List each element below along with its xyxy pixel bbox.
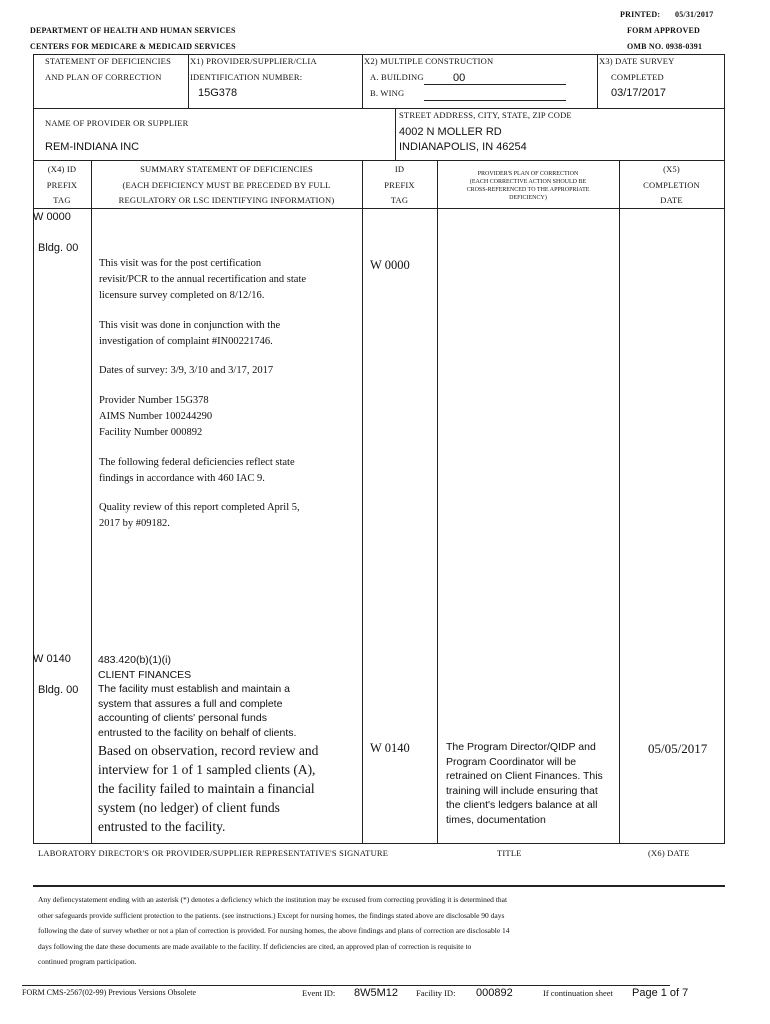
plan-header-2: (EACH CORRECTIVE ACTION SHOULD BE xyxy=(469,179,587,185)
plan-header-4: DEFICIENCY) xyxy=(509,195,547,201)
col-divider-id xyxy=(437,160,438,843)
address-label: STREET ADDRESS, CITY, STATE, ZIP CODE xyxy=(399,110,572,120)
summary-header-1: SUMMARY STATEMENT OF DEFICIENCIES xyxy=(140,164,313,174)
clia-label-1: X1) PROVIDER/SUPPLIER/CLIA xyxy=(190,56,317,66)
w0140-completion-date: 05/05/2017 xyxy=(648,741,708,756)
provider-name-label: NAME OF PROVIDER OR SUPPLIER xyxy=(45,118,189,128)
row1-bottom-rule xyxy=(33,108,725,109)
w0140-plan-of-correction: The Program Director/QIDP and Program Coordinator will be retrained on Client Finances. This training will include ensuring that the client's ledgers balance at all times, documentation xyxy=(446,741,603,826)
title-label: TITLE xyxy=(497,848,522,858)
summary-paragraph-1: This visit was for the post certification revisit/PCR to the annual recertification and state licensure survey completed on 8/12/16. xyxy=(99,258,307,301)
x4-header-1: (X4) ID xyxy=(47,164,77,174)
wing-label: B. WING xyxy=(370,88,405,98)
summary-paragraph-5: The following federal deficiencies reflect state findings in accordance with 460 IAC 9. xyxy=(99,457,295,484)
building-underline xyxy=(424,84,566,85)
department-title: DEPARTMENT OF HEALTH AND HUMAN SERVICES xyxy=(30,26,236,35)
form-number: FORM CMS-2567(02-99) Previous Versions Obsolete xyxy=(22,988,197,997)
row1-top-rule xyxy=(33,54,725,55)
building-label: A. BUILDING xyxy=(370,72,424,82)
plan-header-3: CROSS-REFERENCED TO THE APPROPRIATE xyxy=(466,187,590,193)
plan-header-1: PROVIDER'S PLAN OF CORRECTION xyxy=(477,171,579,177)
row1-right-rule xyxy=(724,54,725,108)
signature-rule xyxy=(33,885,725,887)
row2-divider xyxy=(395,108,396,160)
date-survey-completed: 03/17/2017 xyxy=(611,87,667,99)
column-header-rule xyxy=(33,208,725,209)
date-survey-label-2: COMPLETED xyxy=(611,72,664,82)
w0140-building: Bldg. 00 xyxy=(38,684,79,696)
w0140-regulation: 483.420(b)(1)(i) CLIENT FINANCES The facility must establish and maintain a system that assures a full and complete accounting of clients' personal funds entrusted to the facility on behalf of clients. xyxy=(98,654,297,739)
table-bottom-rule xyxy=(33,843,725,844)
x6-date-label: (X6) DATE xyxy=(648,848,690,858)
id-header-1: ID xyxy=(394,164,405,174)
w0000-prefix-tag: W 0000 xyxy=(33,211,71,223)
disclaimer-text: Any defiencystatement ending with an asterisk (*) denotes a deficiency which the institution may be excused from correcting providing it is determined that other safeguards provide sufficient protection to the patients. (see instructions.) Except for nursing homes, the findings stated above are disclosable 90 days following the date of survey whether or not a plan of correction is provided. For nursing homes, the above findings and plans of correction are disclosable 14 days following the date these documents are made available to the facility. If deficiencies are cited, an approved plan of correction is requisite to continued program participation. xyxy=(38,895,510,966)
address-street: 4002 N MOLLER RD xyxy=(399,126,502,138)
row1-divider-2 xyxy=(362,54,363,108)
statement-label-1: STATEMENT OF DEFICIENCIES xyxy=(45,56,172,66)
wing-underline xyxy=(424,100,566,101)
provider-name: REM-INDIANA INC xyxy=(45,141,140,153)
page-number: Page 1 of 7 xyxy=(632,987,689,999)
date-survey-label-1: X3) DATE SURVEY xyxy=(599,56,675,66)
row2-bottom-rule xyxy=(33,160,725,161)
address-city: INDIANAPOLIS, IN 46254 xyxy=(399,141,527,153)
statement-label-2: AND PLAN OF CORRECTION xyxy=(45,72,162,82)
x4-header-2: PREFIX xyxy=(46,180,78,190)
x5-header-3: DATE xyxy=(660,195,683,205)
x4-header-3: TAG xyxy=(53,195,71,205)
printed-label: PRINTED: xyxy=(620,10,661,19)
clia-label-2: IDENTIFICATION NUMBER: xyxy=(190,72,303,82)
x5-header-1: (X5) xyxy=(663,164,680,174)
row2-left-rule xyxy=(33,108,34,160)
centers-title: CENTERS FOR MEDICARE & MEDICAID SERVICES xyxy=(30,42,236,51)
row2-right-rule xyxy=(724,108,725,160)
w0140-id-tag: W 0140 xyxy=(370,741,410,755)
continuation-label: If continuation sheet xyxy=(543,988,613,998)
w0000-building: Bldg. 00 xyxy=(38,242,79,254)
footer-rule xyxy=(22,985,670,986)
w0140-finding: Based on observation, record review and interview for 1 of 1 sampled clients (A), the facility failed to maintain a financial system (no ledger) of client funds entrusted to the facility. xyxy=(98,743,319,834)
clia-number: 15G378 xyxy=(198,87,238,99)
row1-divider-1 xyxy=(188,54,189,108)
summary-paragraph-6: Quality review of this report completed April 5, 2017 by #09182. xyxy=(99,502,300,529)
multiple-construction-label: X2) MULTIPLE CONSTRUCTION xyxy=(364,56,494,66)
facility-id-value: 000892 xyxy=(476,987,513,999)
row1-left-rule xyxy=(33,54,34,108)
x5-header-2: COMPLETION xyxy=(643,180,700,190)
event-id-value: 8W5M12 xyxy=(354,987,399,999)
summary-paragraph-3: Dates of survey: 3/9, 3/10 and 3/17, 2017 xyxy=(99,365,274,376)
w0000-id-tag: W 0000 xyxy=(370,258,410,272)
summary-header-3: REGULATORY OR LSC IDENTIFYING INFORMATION) xyxy=(118,195,335,205)
summary-paragraph-2: This visit was done in conjunction with the investigation of complaint #IN00221746. xyxy=(99,320,281,347)
col-divider-prefix xyxy=(91,160,92,843)
id-header-3: TAG xyxy=(390,195,409,205)
signature-label: LABORATORY DIRECTOR'S OR PROVIDER/SUPPLIER REPRESENTATIVE'S SIGNATURE xyxy=(38,848,389,858)
form-approved: FORM APPROVED xyxy=(627,26,701,35)
col-divider-summary xyxy=(362,160,363,843)
col-divider-plan xyxy=(619,160,620,843)
summary-paragraph-4: Provider Number 15G378 AIMS Number 100244290 Facility Number 000892 xyxy=(99,395,213,438)
w0140-prefix-tag: W 0140 xyxy=(33,653,71,665)
printed-date: 05/31/2017 xyxy=(675,10,714,19)
id-header-2: PREFIX xyxy=(384,180,415,190)
facility-id-label: Facility ID: xyxy=(416,988,456,998)
row1-divider-3 xyxy=(597,54,598,108)
table-right-rule xyxy=(724,160,725,843)
table-left-rule xyxy=(33,160,34,843)
building-value: 00 xyxy=(453,72,466,84)
omb-number: OMB NO. 0938-0391 xyxy=(627,42,703,51)
summary-header-2: (EACH DEFICIENCY MUST BE PRECEDED BY FULL xyxy=(122,180,331,190)
event-id-label: Event ID: xyxy=(302,988,336,998)
